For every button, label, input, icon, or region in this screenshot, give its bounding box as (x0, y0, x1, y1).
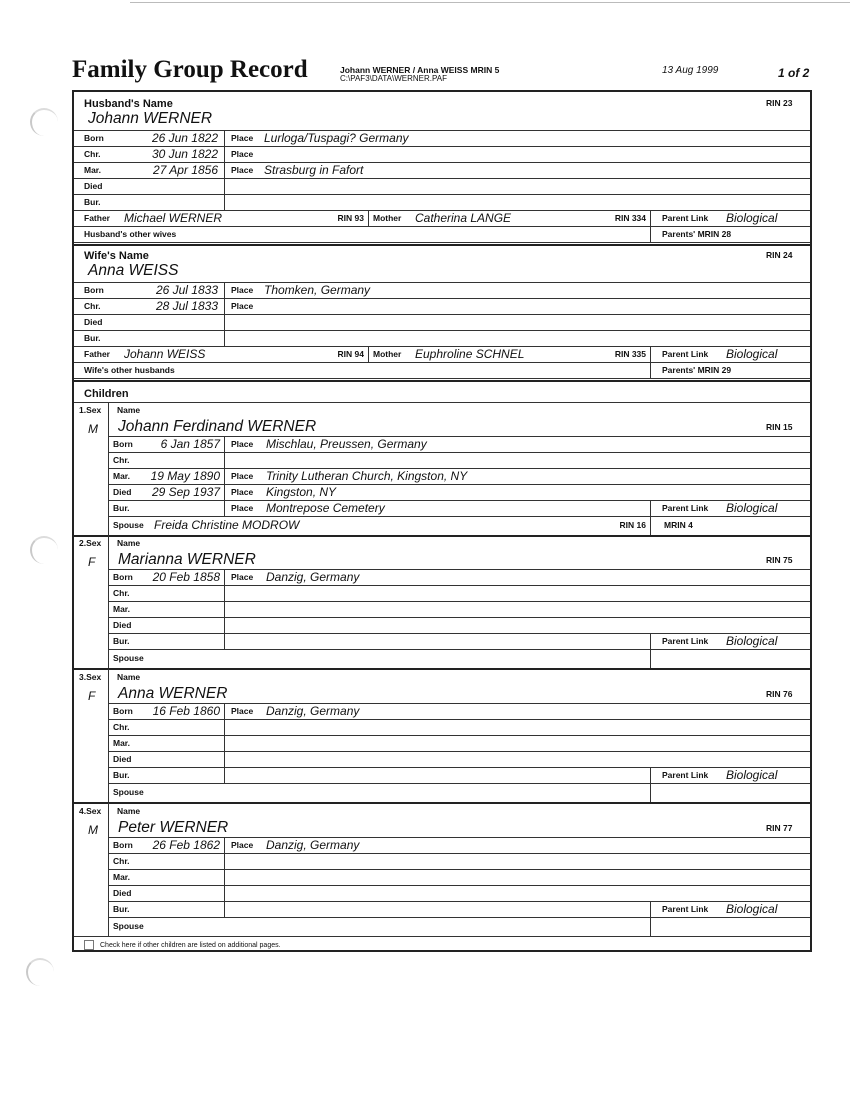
child-1-rin: RIN 15 (766, 422, 793, 432)
child-1-sex-label: 1.Sex (79, 405, 102, 415)
child-1-mar-place-label: Place (231, 471, 254, 481)
child-1-born-place: Mischlau, Preussen, Germany (266, 437, 427, 451)
child-1-spouse-name: Freida Christine MODROW (154, 518, 300, 532)
husband-born-place-label: Place (231, 133, 254, 143)
husband-other-wives-label: Husband's other wives (84, 229, 177, 239)
child-1-born-place-label: Place (231, 439, 254, 449)
husband-mother-label: Mother (373, 213, 402, 223)
husband-chr-label: Chr. (84, 149, 101, 159)
husband-mar-date: 27 Apr 1856 (153, 163, 218, 177)
page-edge-line (130, 2, 850, 3)
child-1-chr-label: Chr. (113, 455, 130, 465)
child-1-died-place: Kingston, NY (266, 485, 337, 499)
child-2-chr-label: Chr. (113, 588, 130, 598)
husband-name: Johann WERNER (88, 110, 213, 127)
wife-died-label: Died (84, 317, 103, 327)
child-3-sex: F (88, 689, 96, 703)
wife-father-label: Father (84, 349, 110, 359)
child-3-chr-label: Chr. (113, 722, 130, 732)
couple-mrin: Johann WERNER / Anna WEISS MRIN 5 (340, 65, 500, 75)
wife-name: Anna WEISS (88, 262, 179, 279)
child-3-parent-link-label: Parent Link (662, 770, 709, 780)
husband-parents-mrin: Parents' MRIN 28 (662, 229, 732, 239)
child-3-spouse-label: Spouse (113, 787, 144, 797)
file-path: C:\PAF3\DATA\WERNER.PAF (340, 74, 447, 83)
wife-chr-date: 28 Jul 1833 (155, 299, 218, 313)
page-number: 1 of 2 (778, 66, 810, 80)
child-4-bur-label: Bur. (113, 904, 130, 914)
husband-mar-place-label: Place (231, 165, 254, 175)
child-4-parent-link: Biological (726, 902, 778, 916)
husband-mar-label: Mar. (84, 165, 102, 175)
child-1-sex: M (88, 422, 98, 436)
husband-father-label: Father (84, 213, 110, 223)
child-2-parent-link-label: Parent Link (662, 636, 709, 646)
child-4-died-label: Died (113, 888, 132, 898)
child-4-born-label: Born (113, 840, 133, 850)
husband-father-rin: RIN 93 (337, 213, 364, 223)
punch-hole-mark (30, 536, 58, 564)
child-4-born-place-label: Place (231, 840, 254, 850)
wife-other-husbands-label: Wife's other husbands (84, 365, 175, 375)
child-2-bur-label: Bur. (113, 636, 130, 646)
child-1-spouse-label: Spouse (113, 520, 144, 530)
child-4-sex: M (88, 823, 98, 837)
child-4-parent-link-label: Parent Link (662, 904, 709, 914)
child-3-sex-label: 3.Sex (79, 672, 102, 682)
husband-born-date: 26 Jun 1822 (151, 131, 218, 145)
child-4-mar-label: Mar. (113, 872, 131, 882)
child-2-born-label: Born (113, 572, 133, 582)
husband-mother-rin: RIN 334 (614, 213, 646, 223)
child-3-died-label: Died (113, 754, 132, 764)
child-1-bur-label: Bur. (113, 503, 130, 513)
child-1-mrin: MRIN 4 (664, 520, 693, 530)
child-2-sex: F (88, 555, 96, 569)
wife-rin: RIN 24 (766, 250, 793, 260)
wife-father-name: Johann WEISS (124, 347, 206, 361)
wife-born-place-label: Place (231, 285, 254, 295)
wife-section-label: Wife's Name (84, 250, 149, 262)
wife-father-rin: RIN 94 (337, 349, 364, 359)
husband-mother-name: Catherina LANGE (415, 211, 512, 225)
husband-chr-place-label: Place (231, 149, 254, 159)
child-3-born-place: Danzig, Germany (266, 704, 360, 718)
wife-mother-name: Euphroline SCHNEL (415, 347, 525, 361)
child-1-spouse-rin: RIN 16 (619, 520, 646, 530)
child-2-name-label: Name (117, 538, 141, 548)
child-2-name: Marianna WERNER (118, 551, 256, 568)
husband-rin: RIN 23 (766, 98, 793, 108)
child-4-name-label: Name (117, 806, 141, 816)
child-4-rin: RIN 77 (766, 823, 793, 833)
husband-parent-link-label: Parent Link (662, 213, 709, 223)
child-1-mar-label: Mar. (113, 471, 131, 481)
husband-born-place: Lurloga/Tuspagi? Germany (264, 131, 409, 145)
child-3-born-place-label: Place (231, 706, 254, 716)
page-title: Family Group Record (72, 56, 308, 83)
wife-chr-place-label: Place (231, 301, 254, 311)
wife-chr-label: Chr. (84, 301, 101, 311)
wife-mother-label: Mother (373, 349, 402, 359)
child-1-name: Johann Ferdinand WERNER (118, 418, 317, 435)
child-3-name-label: Name (117, 672, 141, 682)
child-1-mar-place: Trinity Lutheran Church, Kingston, NY (266, 469, 468, 483)
child-1-bur-place: Montrepose Cemetery (266, 501, 385, 515)
husband-chr-date: 30 Jun 1822 (151, 147, 218, 161)
child-1-bur-place-label: Place (231, 503, 254, 513)
wife-parent-link: Biological (726, 347, 778, 361)
child-3-born-label: Born (113, 706, 133, 716)
child-1-died-label: Died (113, 487, 132, 497)
child-3-parent-link: Biological (726, 768, 778, 782)
child-1-mar-date: 19 May 1890 (150, 469, 220, 483)
child-3-name: Anna WERNER (118, 685, 228, 702)
wife-born-date: 26 Jul 1833 (155, 283, 218, 297)
child-1-parent-link-label: Parent Link (662, 503, 709, 513)
child-4-born-place: Danzig, Germany (266, 838, 360, 852)
child-2-born-place-label: Place (231, 572, 254, 582)
child-1-name-label: Name (117, 405, 141, 415)
wife-parents-mrin: Parents' MRIN 29 (662, 365, 732, 375)
family-group-form (72, 90, 812, 952)
husband-died-label: Died (84, 181, 103, 191)
child-1-died-date: 29 Sep 1937 (151, 485, 220, 499)
child-3-mar-label: Mar. (113, 738, 131, 748)
child-4-name: Peter WERNER (118, 819, 229, 836)
child-3-rin: RIN 76 (766, 689, 793, 699)
additional-pages-note: Check here if other children are listed on additional pages. (100, 942, 281, 949)
child-1-born-label: Born (113, 439, 133, 449)
child-2-born-place: Danzig, Germany (266, 570, 360, 584)
wife-parent-link-label: Parent Link (662, 349, 709, 359)
print-date: 13 Aug 1999 (662, 65, 719, 76)
wife-born-label: Born (84, 285, 104, 295)
additional-pages-checkbox[interactable] (84, 940, 94, 950)
children-section-label: Children (84, 388, 129, 400)
child-2-born-date: 20 Feb 1858 (152, 570, 220, 584)
child-2-parent-link: Biological (726, 634, 778, 648)
child-2-rin: RIN 75 (766, 555, 793, 565)
husband-father-name: Michael WERNER (124, 211, 223, 225)
child-2-died-label: Died (113, 620, 132, 630)
wife-bur-label: Bur. (84, 333, 101, 343)
wife-born-place: Thomken, Germany (264, 283, 371, 297)
child-3-bur-label: Bur. (113, 770, 130, 780)
husband-section-label: Husband's Name (84, 98, 173, 110)
child-2-sex-label: 2.Sex (79, 538, 102, 548)
husband-bur-label: Bur. (84, 197, 101, 207)
wife-mother-rin: RIN 335 (614, 349, 646, 359)
husband-parent-link: Biological (726, 211, 778, 225)
child-4-sex-label: 4.Sex (79, 806, 102, 816)
punch-hole-mark (30, 108, 58, 136)
child-1-born-date: 6 Jan 1857 (160, 437, 220, 451)
child-1-died-place-label: Place (231, 487, 254, 497)
husband-mar-place: Strasburg in Fafort (264, 163, 364, 177)
husband-born-label: Born (84, 133, 104, 143)
child-2-mar-label: Mar. (113, 604, 131, 614)
child-1-parent-link: Biological (726, 501, 778, 515)
child-4-spouse-label: Spouse (113, 921, 144, 931)
child-4-chr-label: Chr. (113, 856, 130, 866)
child-4-born-date: 26 Feb 1862 (152, 838, 220, 852)
child-3-born-date: 16 Feb 1860 (152, 704, 220, 718)
punch-hole-mark (26, 958, 54, 986)
child-2-spouse-label: Spouse (113, 653, 144, 663)
